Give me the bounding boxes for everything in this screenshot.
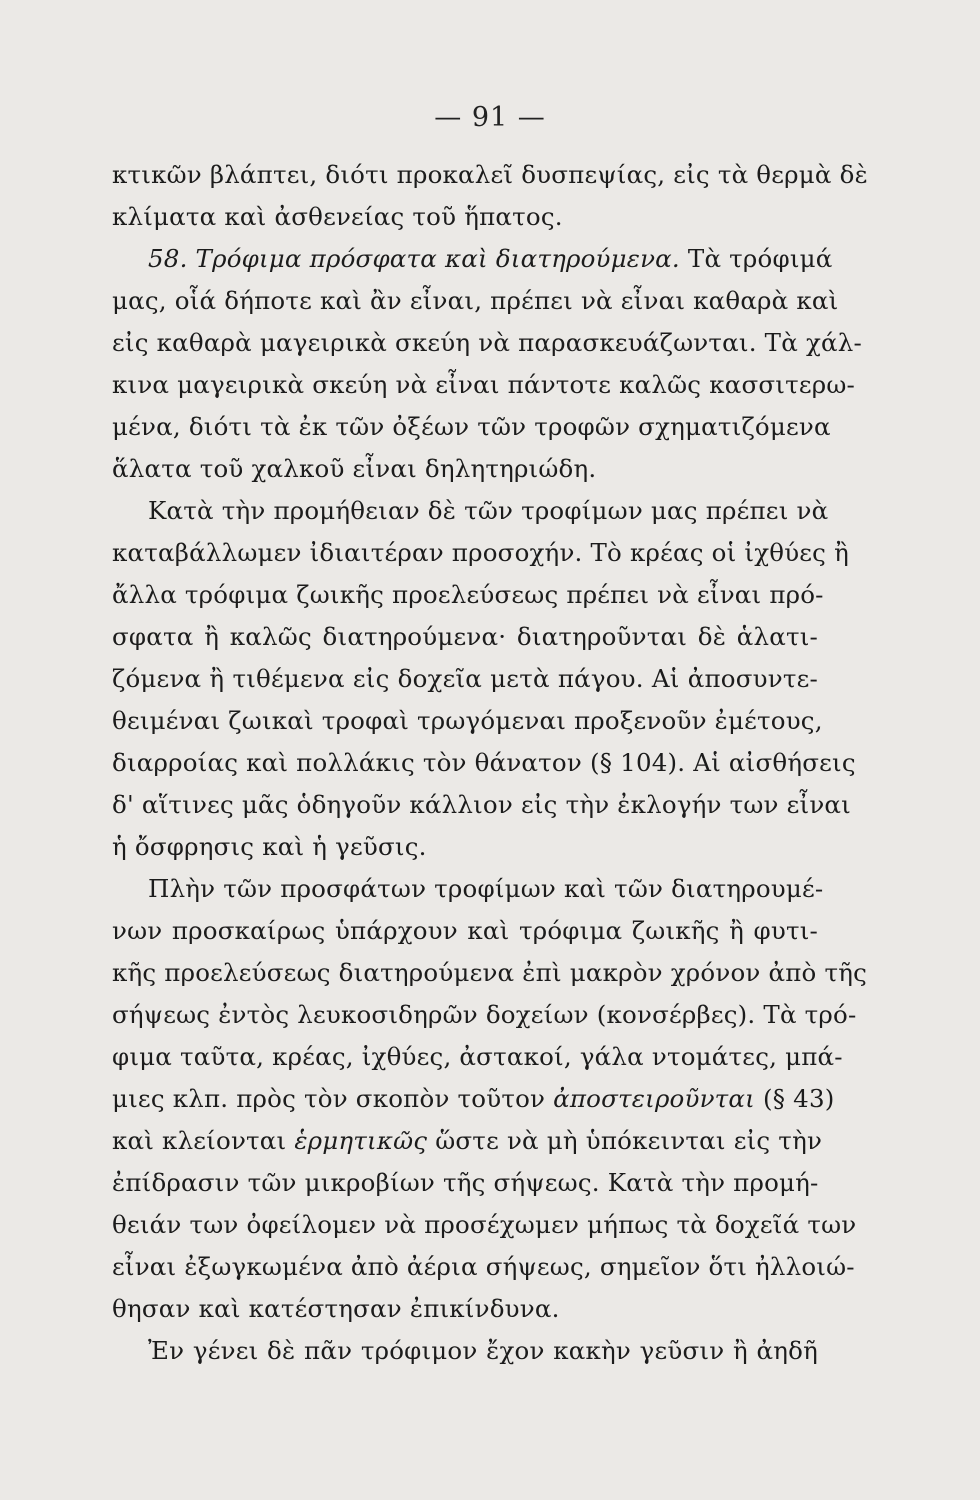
page-number: — 91 — [434,102,546,133]
text-line: διαρροίας καὶ πολλάκις τὸν θάνατον (§ 104). Αἱ αἰσθήσεις [112,748,856,777]
text-line: καταβάλλωμεν ἰδιαιτέραν προσοχήν. Τὸ κρέας οἱ ἰχθύες ἢ [112,538,849,567]
text-line: θειάν των ὀφείλομεν νὰ προσέχωμεν μήπως τὰ δοχεῖά των [112,1210,857,1239]
text-line: εἰς καθαρὰ μαγειρικὰ σκεύη νὰ παρασκευάζωνται. Τὰ χάλ- [112,328,862,357]
text-line: θησαν καὶ κατέστησαν ἐπικίνδυνα. [112,1294,560,1323]
text-line: σφατα ἢ καλῶς διατηρούμενα· διατηροῦνται δὲ ἁλατι- [112,622,818,651]
text-line: ἄλλα τρόφιμα ζωικῆς προελεύσεως πρέπει νὰ εἶναι πρό- [112,580,824,609]
text-line: φιμα ταῦτα, κρέας, ἰχθύες, ἀστακοί, γάλα ντομάτες, μπά- [112,1042,843,1071]
text-line: μένα, διότι τὰ ἐκ τῶν ὀξέων τῶν τροφῶν σχηματιζόμενα [112,412,831,441]
text-line: ἡ ὄσφρησις καὶ ἡ γεῦσις. [112,832,427,861]
text-line: μιες κλπ. πρὸς τὸν σκοπὸν τοῦτον ἀποστειροῦνται (§ 43) [112,1084,835,1113]
text-line: νων προσκαίρως ὑπάρχουν καὶ τρόφιμα ζωικῆς ἢ φυτι- [112,916,818,945]
text-line: Ἐν γένει δὲ πᾶν τρόφιμον ἔχον κακὴν γεῦσιν ἢ ἀηδῆ [148,1336,818,1365]
text-line: μας, οἷά δήποτε καὶ ἂν εἶναι, πρέπει νὰ εἶναι καθαρὰ καὶ [112,286,839,315]
text-line: ζόμενα ἢ τιθέμενα εἰς δοχεῖα μετὰ πάγου. Αἱ ἀποσυντε- [112,664,818,693]
text-line: εἶναι ἐξωγκωμένα ἀπὸ ἀέρια σήψεως, σημεῖον ὅτι ἠλλοιώ- [112,1252,855,1281]
text-line: καὶ κλείονται ἑρμητικῶς ὥστε νὰ μὴ ὑπόκεινται εἰς τὴν [112,1126,823,1155]
text-line: Κατὰ τὴν προμήθειαν δὲ τῶν τροφίμων μας πρέπει νὰ [148,496,829,525]
text-line: κτικῶν βλάπτει, διότι προκαλεῖ δυσπεψίας, εἰς τὰ θερμὰ δὲ [112,160,868,189]
text-line: Πλὴν τῶν προσφάτων τροφίμων καὶ τῶν διατηρουμέ- [148,874,824,903]
text-line: κινα μαγειρικὰ σκεύη νὰ εἶναι πάντοτε καλῶς κασσιτερω- [112,370,856,399]
text-line: κῆς προελεύσεως διατηρούμενα ἐπὶ μακρὸν χρόνον ἀπὸ τῆς [112,958,868,987]
section-heading-line: 58. Τρόφιμα πρόσφατα καὶ διατηρούμενα. Τὰ τρόφιμά [148,244,833,273]
text-line: δ' αἵτινες μᾶς ὁδηγοῦν κάλλιον εἰς τὴν ἐκλογήν των εἶναι [112,790,851,819]
text-line: θειμέναι ζωικαὶ τροφαὶ τρωγόμεναι προξενοῦν ἐμέτους, [112,706,823,735]
text-line: κλίματα καὶ ἀσθενείας τοῦ ἥπατος. [112,202,563,231]
text-line: σήψεως ἐντὸς λευκοσιδηρῶν δοχείων (κονσέρβες). Τὰ τρό- [112,1000,857,1029]
section-heading: 58. Τρόφιμα πρόσφατα καὶ διατηρούμενα. [148,244,680,273]
text-line: ἅλατα τοῦ χαλκοῦ εἶναι δηλητηριώδη. [112,454,597,483]
text-line: ἐπίδρασιν τῶν μικροβίων τῆς σήψεως. Κατὰ τὴν προμή- [112,1168,819,1197]
body-text [112,154,868,1372]
